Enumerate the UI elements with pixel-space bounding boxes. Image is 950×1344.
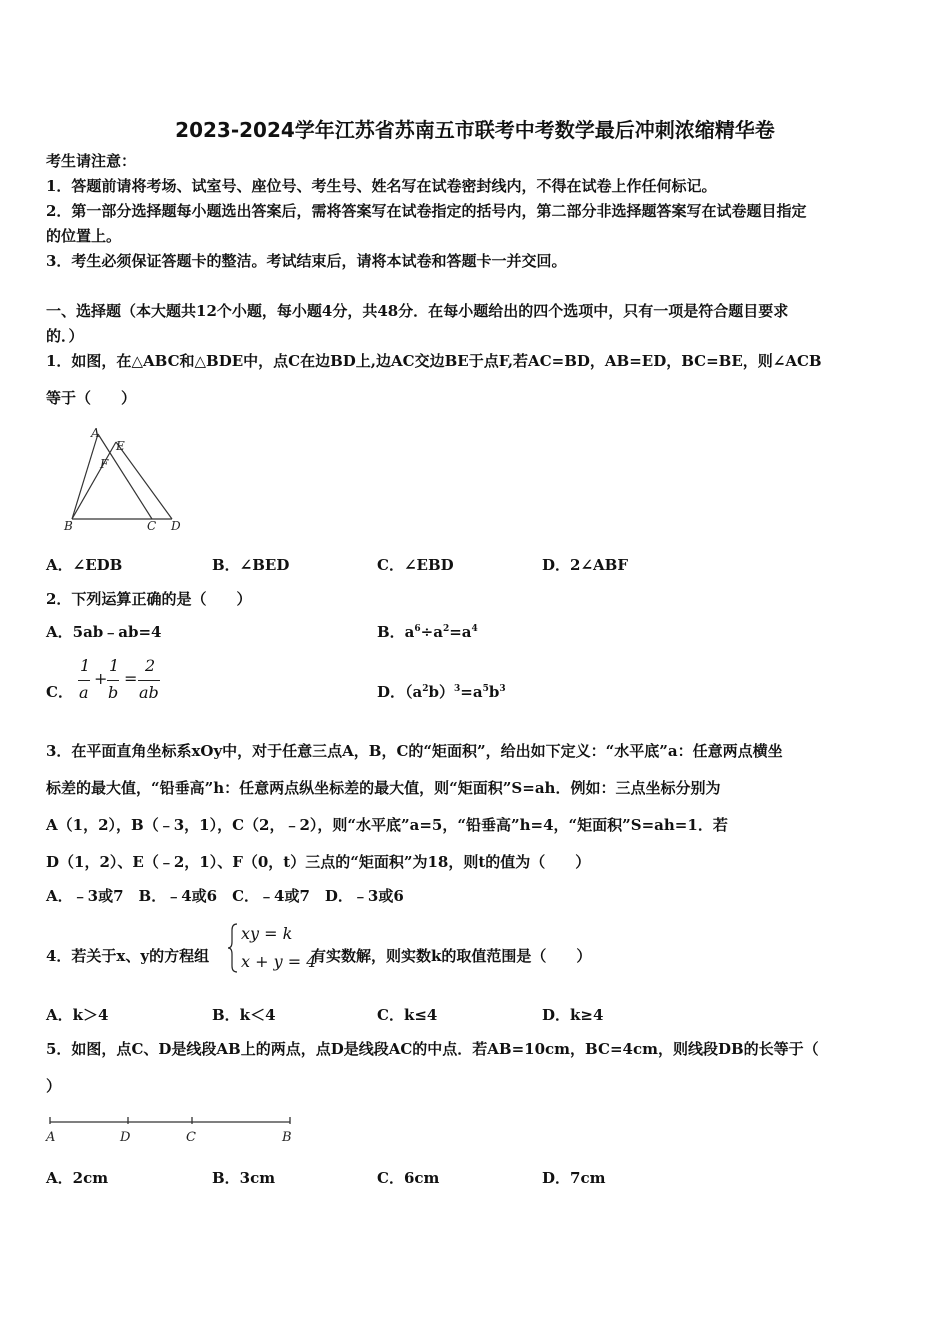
q5-option-d: D．7cm [542, 1169, 606, 1187]
segment-be [72, 442, 116, 519]
q4-stem-prefix: 4．若关于x、y的方程组 [46, 947, 210, 965]
q3-stem-4: D（1，2）、E（﹣2，1）、F（0，t）三点的“矩面积”为18，则t的值为（ ） [46, 853, 591, 871]
q1-stem-cont: 等于（ ） [46, 389, 137, 407]
q1-option-d: D．2∠ABF [542, 556, 628, 574]
segment-ac [98, 434, 152, 519]
label-a: A [46, 1130, 56, 1145]
label-d: D [120, 1130, 131, 1145]
q3-options: A．﹣3或7 B．﹣4或6 C．﹣4或7 D．﹣3或6 [46, 887, 404, 905]
notice-item-3: 3．考生必须保证答题卡的整洁。考试结束后，请将本试卷和答题卡一并交回。 [46, 252, 567, 270]
q5-segment-figure [44, 1114, 300, 1148]
notice-item-2: 2．第一部分选择题每小题选出答案后，需将答案写在试卷指定的括号内，第二部分非选择题答案写在试卷题目指定 [46, 202, 807, 220]
q4-option-d: D．k≥4 [542, 1006, 604, 1024]
label-e: E [116, 439, 125, 453]
notice-item-1: 1．答题前请将考场、试室号、座位号、考生号、姓名写在试卷密封线内，不得在试卷上作任何标记。 [46, 177, 717, 195]
q2-option-b: B．$a^6\div a^2=a^4$ [377, 623, 478, 641]
q3-stem-2: 标差的最大值，“铅垂高”h：任意两点纵坐标差的最大值，则“矩面积”S=ah．例如：三点坐标分别为 [46, 779, 721, 797]
q1-triangle-figure [60, 422, 190, 537]
q4-equation-2: x + y = 4 [241, 952, 317, 971]
q4-equation-1: xy = k [241, 924, 293, 943]
q5-option-b: B．3cm [212, 1169, 276, 1187]
q4-option-a: A．k＞4 [46, 1006, 109, 1024]
q5-option-c: C．6cm [377, 1169, 440, 1187]
q4-option-c: C．k≤4 [377, 1006, 438, 1024]
q3-stem-3: A（1，2），B（﹣3，1），C（2，﹣2），则“水平底”a=5，“铅垂高”h=4，“矩面积”S=ah=1．若 [46, 816, 728, 834]
section-heading-cont: 的．） [46, 327, 84, 345]
label-d: D [171, 519, 181, 533]
q1-option-c: C．∠EBD [377, 556, 454, 574]
section-heading: 一、选择题（本大题共12个小题，每小题4分，共48分．在每小题给出的四个选项中，只有一项是符合题目要求 [46, 302, 789, 320]
q5-stem-cont: ） [46, 1077, 62, 1095]
q4-stem-suffix: 有实数解，则实数k的取值范围是（ ） [311, 947, 592, 965]
q4-brace [227, 922, 239, 974]
q1-option-b: B．∠BED [212, 556, 290, 574]
segment-ab [72, 434, 98, 519]
label-c: C [147, 519, 157, 533]
notice-heading: 考生请注意： [46, 152, 137, 170]
q2-option-a: A．5ab﹣ab=4 [46, 623, 162, 641]
q2-stem: 2．下列运算正确的是（ ） [46, 590, 252, 608]
notice-item-2-cont: 的位置上。 [46, 227, 122, 245]
q1-option-a: A．∠EDB [46, 556, 123, 574]
label-c: C [186, 1130, 196, 1145]
label-f: F [100, 457, 109, 471]
page-title: 2023-2024学年江苏省苏南五市联考中考数学最后冲刺浓缩精华卷 [175, 118, 775, 142]
q4-option-b: B．k＜4 [212, 1006, 276, 1024]
label-a: A [91, 426, 100, 440]
q2-option-c-formula: 1 a + 1 b = 2 ab [79, 656, 159, 702]
label-b: B [282, 1130, 292, 1145]
q1-stem: 1．如图，在△ABC和△BDE中，点C在边BD上,边AC交边BE于点F,若AC=BD，AB=ED，BC=BE，则∠ACB [46, 352, 822, 370]
q2-option-d: D．$(a^2b)^3=a^5b^3$ [377, 683, 506, 701]
q5-stem: 5．如图，点C、D是线段AB上的两点，点D是线段AC的中点．若AB=10cm，BC=4cm，则线段DB的长等于（ [46, 1040, 819, 1058]
label-b: B [64, 519, 73, 533]
q2-option-c-label: C． [46, 683, 73, 701]
q5-option-a: A．2cm [46, 1169, 109, 1187]
q3-stem-1: 3．在平面直角坐标系xOy中，对于任意三点A，B，C的“矩面积”，给出如下定义：“水平底”a：任意两点横坐 [46, 742, 783, 760]
